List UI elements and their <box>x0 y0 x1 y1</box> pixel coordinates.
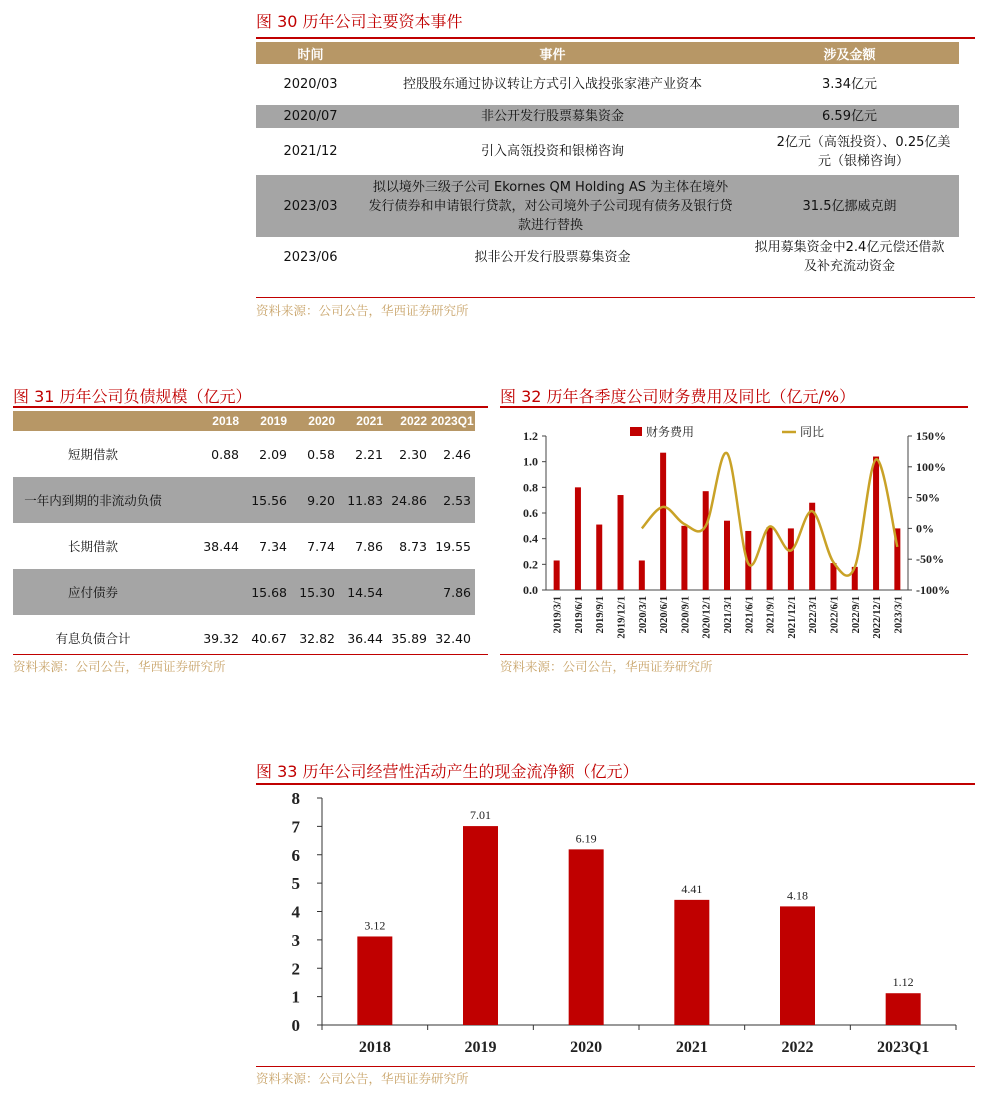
fig32-bar <box>809 503 815 590</box>
fig32-bar <box>575 487 581 590</box>
fig32-legend-bar-swatch <box>630 427 642 436</box>
fig31-cell: 38.44 <box>203 538 239 554</box>
table-row <box>13 477 475 523</box>
fig33-y-tick-label: 5 <box>291 874 300 894</box>
fig33-x-tick-label: 2022 <box>781 1039 814 1056</box>
fig32-x-tick-label: 2019/3/1 <box>552 596 564 634</box>
fig32-x-tick-label: 2019/12/1 <box>616 596 628 639</box>
fig31-title: 图 31 历年公司负债规模（亿元） <box>13 387 252 406</box>
fig33-value-label: 7.01 <box>470 808 491 823</box>
fig31-header <box>13 411 173 431</box>
fig30-header-amount: 涉及金额 <box>740 42 959 64</box>
fig31-row-label: 应付债券 <box>13 569 173 615</box>
fig32-bottom-rule <box>500 654 968 655</box>
fig31-cell: 24.86 <box>387 477 431 523</box>
fig31-source: 资料来源：公司公告，华西证券研究所 <box>13 659 226 674</box>
fig30-event: 非公开发行股票募集资金 <box>365 105 740 128</box>
fig33-x-tick-label: 2021 <box>675 1039 708 1056</box>
fig30-amount: 拟用募集资金中2.4亿元偿还借款及补充流动资金 <box>754 240 945 274</box>
fig33-bottom-rule <box>256 1066 975 1067</box>
fig32-x-tick-label: 2019/9/1 <box>595 596 607 634</box>
fig31-header: 2019 <box>243 411 291 431</box>
fig33-bar <box>886 993 921 1025</box>
fig32-left-tick-label: 0.6 <box>523 506 538 520</box>
fig30-header-row <box>256 42 959 64</box>
fig32-bar <box>618 495 624 590</box>
fig31-cell: 9.20 <box>291 477 339 523</box>
fig32-x-tick-label: 2021/9/1 <box>765 596 777 634</box>
fig33-value-label: 3.12 <box>364 918 386 933</box>
fig32-left-tick-label: 0.4 <box>523 531 538 546</box>
fig33-value-label: 4.41 <box>681 881 703 896</box>
fig31-cell: 15.68 <box>243 569 291 615</box>
fig30-date: 2023/03 <box>256 175 365 237</box>
fig32-x-tick-label: 2021/12/1 <box>786 596 798 639</box>
fig32-x-tick-label: 2023/3/1 <box>893 596 905 634</box>
fig33-y-tick-label: 8 <box>291 789 300 808</box>
fig32-bar <box>873 457 879 590</box>
fig31-cell: 35.89 <box>391 630 427 646</box>
fig32-x-tick-label: 2020/12/1 <box>701 596 713 639</box>
fig32-right-tick-label: 0% <box>916 521 934 536</box>
fig32-bar <box>596 525 602 590</box>
fig31-table <box>13 411 475 661</box>
fig31-cell: 11.83 <box>339 477 387 523</box>
fig33-value-label: 6.19 <box>575 831 597 846</box>
fig33-value-label: 4.18 <box>787 888 808 903</box>
fig32-x-tick-label: 2019/6/1 <box>573 596 585 634</box>
fig31-header: 2023Q1 <box>431 411 475 431</box>
table-row <box>256 237 959 277</box>
fig33-bar <box>674 900 709 1025</box>
fig32-legend-line-label: 同比 <box>800 425 825 439</box>
fig31-cell: 7.86 <box>355 538 383 554</box>
fig30-bottom-rule <box>256 297 975 298</box>
fig32-bar <box>724 521 730 590</box>
fig30-date: 2020/03 <box>283 77 338 92</box>
fig32-right-tick-label: 100% <box>916 459 946 474</box>
fig31-cell: 2.46 <box>443 446 471 462</box>
fig31-row-label: 长期借款 <box>67 539 118 554</box>
fig33-bar <box>780 906 815 1025</box>
fig32-x-tick-label: 2021/6/1 <box>744 596 756 634</box>
fig31-bottom-rule <box>13 654 488 655</box>
fig33-y-tick-label: 0 <box>291 1016 300 1035</box>
fig31-cell: 7.86 <box>431 569 475 615</box>
fig32-legend-bar-label: 财务费用 <box>646 425 695 439</box>
fig31-cell: 39.32 <box>203 630 239 646</box>
fig33-value-label: 1.12 <box>892 975 914 990</box>
table-row <box>256 64 959 105</box>
fig31-cell: 2.09 <box>259 446 287 462</box>
fig33-x-tick-label: 2023Q1 <box>876 1039 930 1056</box>
fig33-y-tick-label: 2 <box>291 959 300 979</box>
fig31-cell: 7.34 <box>259 538 287 554</box>
fig30-title-rule <box>256 37 975 39</box>
fig32-bar <box>554 560 560 590</box>
fig30-header-date: 时间 <box>256 42 365 64</box>
fig31-cell: 0.88 <box>211 446 239 462</box>
fig31-header: 2021 <box>339 411 387 431</box>
fig32-right-tick-label: 150% <box>916 429 946 443</box>
fig32-x-tick-label: 2022/12/1 <box>872 596 884 639</box>
table-row <box>256 175 959 237</box>
fig32-bar <box>703 491 709 590</box>
fig32-bar <box>660 453 666 590</box>
table-row <box>256 105 959 128</box>
fig30-event: 拟以境外三级子公司 Ekornes QM Holding AS 为主体在境外发行债券和申请银行贷款，对公司境外子公司现有债务及银行贷款进行替换 <box>365 175 740 237</box>
table-row <box>13 523 475 569</box>
fig31-row-label: 一年内到期的非流动负债 <box>13 477 173 523</box>
fig31-cell: 32.82 <box>299 630 335 646</box>
fig30-amount: 2亿元（高瓴投资）、0.25亿美元（银梯咨询） <box>776 134 951 169</box>
fig31-header-row <box>13 411 475 431</box>
fig30-event: 拟非公开发行股票募集资金 <box>474 249 631 265</box>
fig32-x-tick-label: 2021/3/1 <box>723 596 734 634</box>
table-row <box>13 569 475 615</box>
fig30-title: 图 30 历年公司主要资本事件 <box>256 12 463 31</box>
fig33-bar <box>357 936 392 1025</box>
fig31-cell: 2.21 <box>355 446 383 462</box>
fig32-chart <box>498 408 968 654</box>
fig31-cell <box>387 569 431 615</box>
fig30-header-event: 事件 <box>365 42 740 64</box>
fig32-left-tick-label: 0.0 <box>523 583 538 597</box>
fig31-cell: 36.44 <box>347 630 383 646</box>
fig32-bar <box>639 560 645 590</box>
fig32-bar <box>681 526 687 590</box>
fig30-amount: 3.34亿元 <box>822 77 877 92</box>
fig32-bar <box>767 527 773 590</box>
fig33-bar <box>463 826 498 1025</box>
fig33-title: 图 33 历年公司经营性活动产生的现金流净额（亿元） <box>256 762 639 781</box>
fig31-cell: 8.73 <box>399 538 427 554</box>
fig30-amount: 6.59亿元 <box>740 105 959 128</box>
fig32-source: 资料来源：公司公告，华西证券研究所 <box>500 659 713 674</box>
fig32-x-tick-label: 2020/6/1 <box>659 596 671 634</box>
fig31-cell <box>173 477 243 523</box>
fig32-left-tick-label: 0.2 <box>523 557 538 572</box>
fig33-y-tick-label: 6 <box>291 845 300 865</box>
fig32-x-tick-label: 2020/9/1 <box>680 596 692 634</box>
fig30-date: 2023/06 <box>283 249 338 265</box>
fig31-header: 2018 <box>173 411 243 431</box>
fig32-x-tick-label: 2022/9/1 <box>850 596 862 634</box>
fig31-title-rule <box>13 406 488 408</box>
fig33-y-tick-label: 7 <box>291 817 300 837</box>
fig32-left-tick-label: 1.0 <box>523 454 538 469</box>
fig32-right-tick-label: -100% <box>916 583 950 597</box>
fig30-amount: 31.5亿挪威克朗 <box>740 175 959 237</box>
fig32-title: 图 32 历年各季度公司财务费用及同比（亿元/%） <box>500 387 856 406</box>
fig30-event: 引入高瓴投资和银梯咨询 <box>480 144 624 159</box>
fig33-x-tick-label: 2019 <box>464 1039 497 1056</box>
fig31-header: 2020 <box>291 411 339 431</box>
fig31-cell: 0.58 <box>307 446 335 462</box>
fig31-cell <box>173 569 243 615</box>
fig30-date: 2020/07 <box>256 105 365 128</box>
fig31-cell: 15.30 <box>291 569 339 615</box>
fig31-row-label: 有息负债合计 <box>55 631 131 646</box>
fig31-cell: 15.56 <box>243 477 291 523</box>
fig33-y-tick-label: 1 <box>291 987 300 1007</box>
fig31-cell: 40.67 <box>251 630 287 646</box>
fig30-date: 2021/12 <box>283 144 338 159</box>
fig30-event: 控股股东通过协议转让方式引入战投张家港产业资本 <box>402 77 702 92</box>
fig31-cell: 32.40 <box>435 630 471 646</box>
fig33-y-tick-label: 3 <box>291 930 300 950</box>
fig31-cell: 14.54 <box>339 569 387 615</box>
fig33-x-tick-label: 2018 <box>358 1039 391 1056</box>
table-row <box>256 128 959 175</box>
fig31-cell: 2.53 <box>431 477 475 523</box>
fig31-row-label: 短期借款 <box>67 447 118 462</box>
fig33-x-tick-label: 2020 <box>570 1039 603 1056</box>
fig32-right-tick-label: 50% <box>916 490 940 505</box>
fig31-cell: 7.74 <box>307 538 335 554</box>
fig31-header: 2022 <box>387 411 431 431</box>
fig32-left-tick-label: 1.2 <box>523 429 538 443</box>
fig30-table <box>256 42 959 277</box>
fig33-bar <box>569 849 604 1025</box>
fig33-y-tick-label: 4 <box>291 902 300 922</box>
fig31-cell: 19.55 <box>435 538 471 554</box>
fig30-source: 资料来源：公司公告，华西证券研究所 <box>256 303 469 318</box>
fig32-x-tick-label: 2020/3/1 <box>637 596 649 634</box>
fig32-x-tick-label: 2022/6/1 <box>829 596 841 634</box>
fig32-left-tick-label: 0.8 <box>523 480 538 495</box>
fig32-right-tick-label: -50% <box>916 552 944 567</box>
fig31-cell: 2.30 <box>399 446 427 462</box>
fig33-source: 资料来源：公司公告，华西证券研究所 <box>256 1071 469 1086</box>
table-row <box>13 431 475 477</box>
fig33-chart <box>256 785 975 1065</box>
fig32-x-tick-label: 2022/3/1 <box>808 596 820 634</box>
fig32-bar <box>788 528 794 590</box>
